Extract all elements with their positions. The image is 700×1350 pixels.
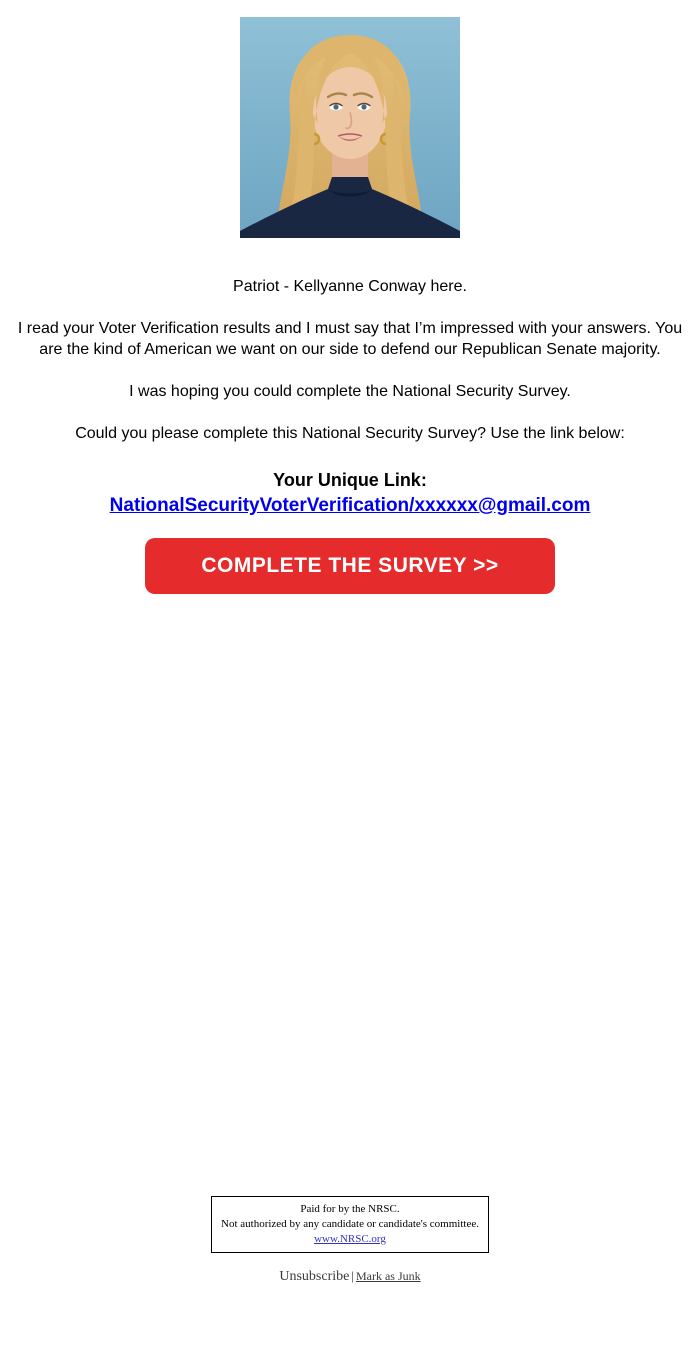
request-paragraph: Could you please complete this National Security Survey? Use the link below: [75,425,625,442]
disclaimer-box [211,1196,489,1253]
greeting-text: Patriot - Kellyanne Conway here. [233,278,467,295]
hoping-paragraph: I was hoping you could complete the National Security Survey. [129,383,571,400]
footer-separator: | [351,1268,354,1283]
disclaimer-line-1: Paid for by the NRSC. [300,1203,400,1215]
nrsc-link[interactable]: www.NRSC.org [314,1233,386,1245]
unique-link-block [0,469,700,517]
unique-link-label: Your Unique Link: [273,470,427,490]
disclaimer-line-2: Not authorized by any candidate or candidate's committee. [221,1218,479,1230]
intro-paragraph: I read your Voter Verification results and I must say that I’m impressed with your answers. You are the kind of American we want on our side to defend our Republican Senate majority. [17,320,683,358]
complete-survey-button[interactable]: COMPLETE THE SURVEY >> [145,538,555,594]
portrait-photo [240,17,460,238]
unique-link[interactable]: NationalSecurityVoterVerification/xxxxxx@gmail.com [109,495,591,516]
footer-links [0,1267,700,1285]
header-photo-container [0,0,700,238]
unsubscribe-link[interactable]: Unsubscribe [279,1269,350,1284]
mark-as-junk-link[interactable]: Mark as Junk [355,1269,421,1283]
